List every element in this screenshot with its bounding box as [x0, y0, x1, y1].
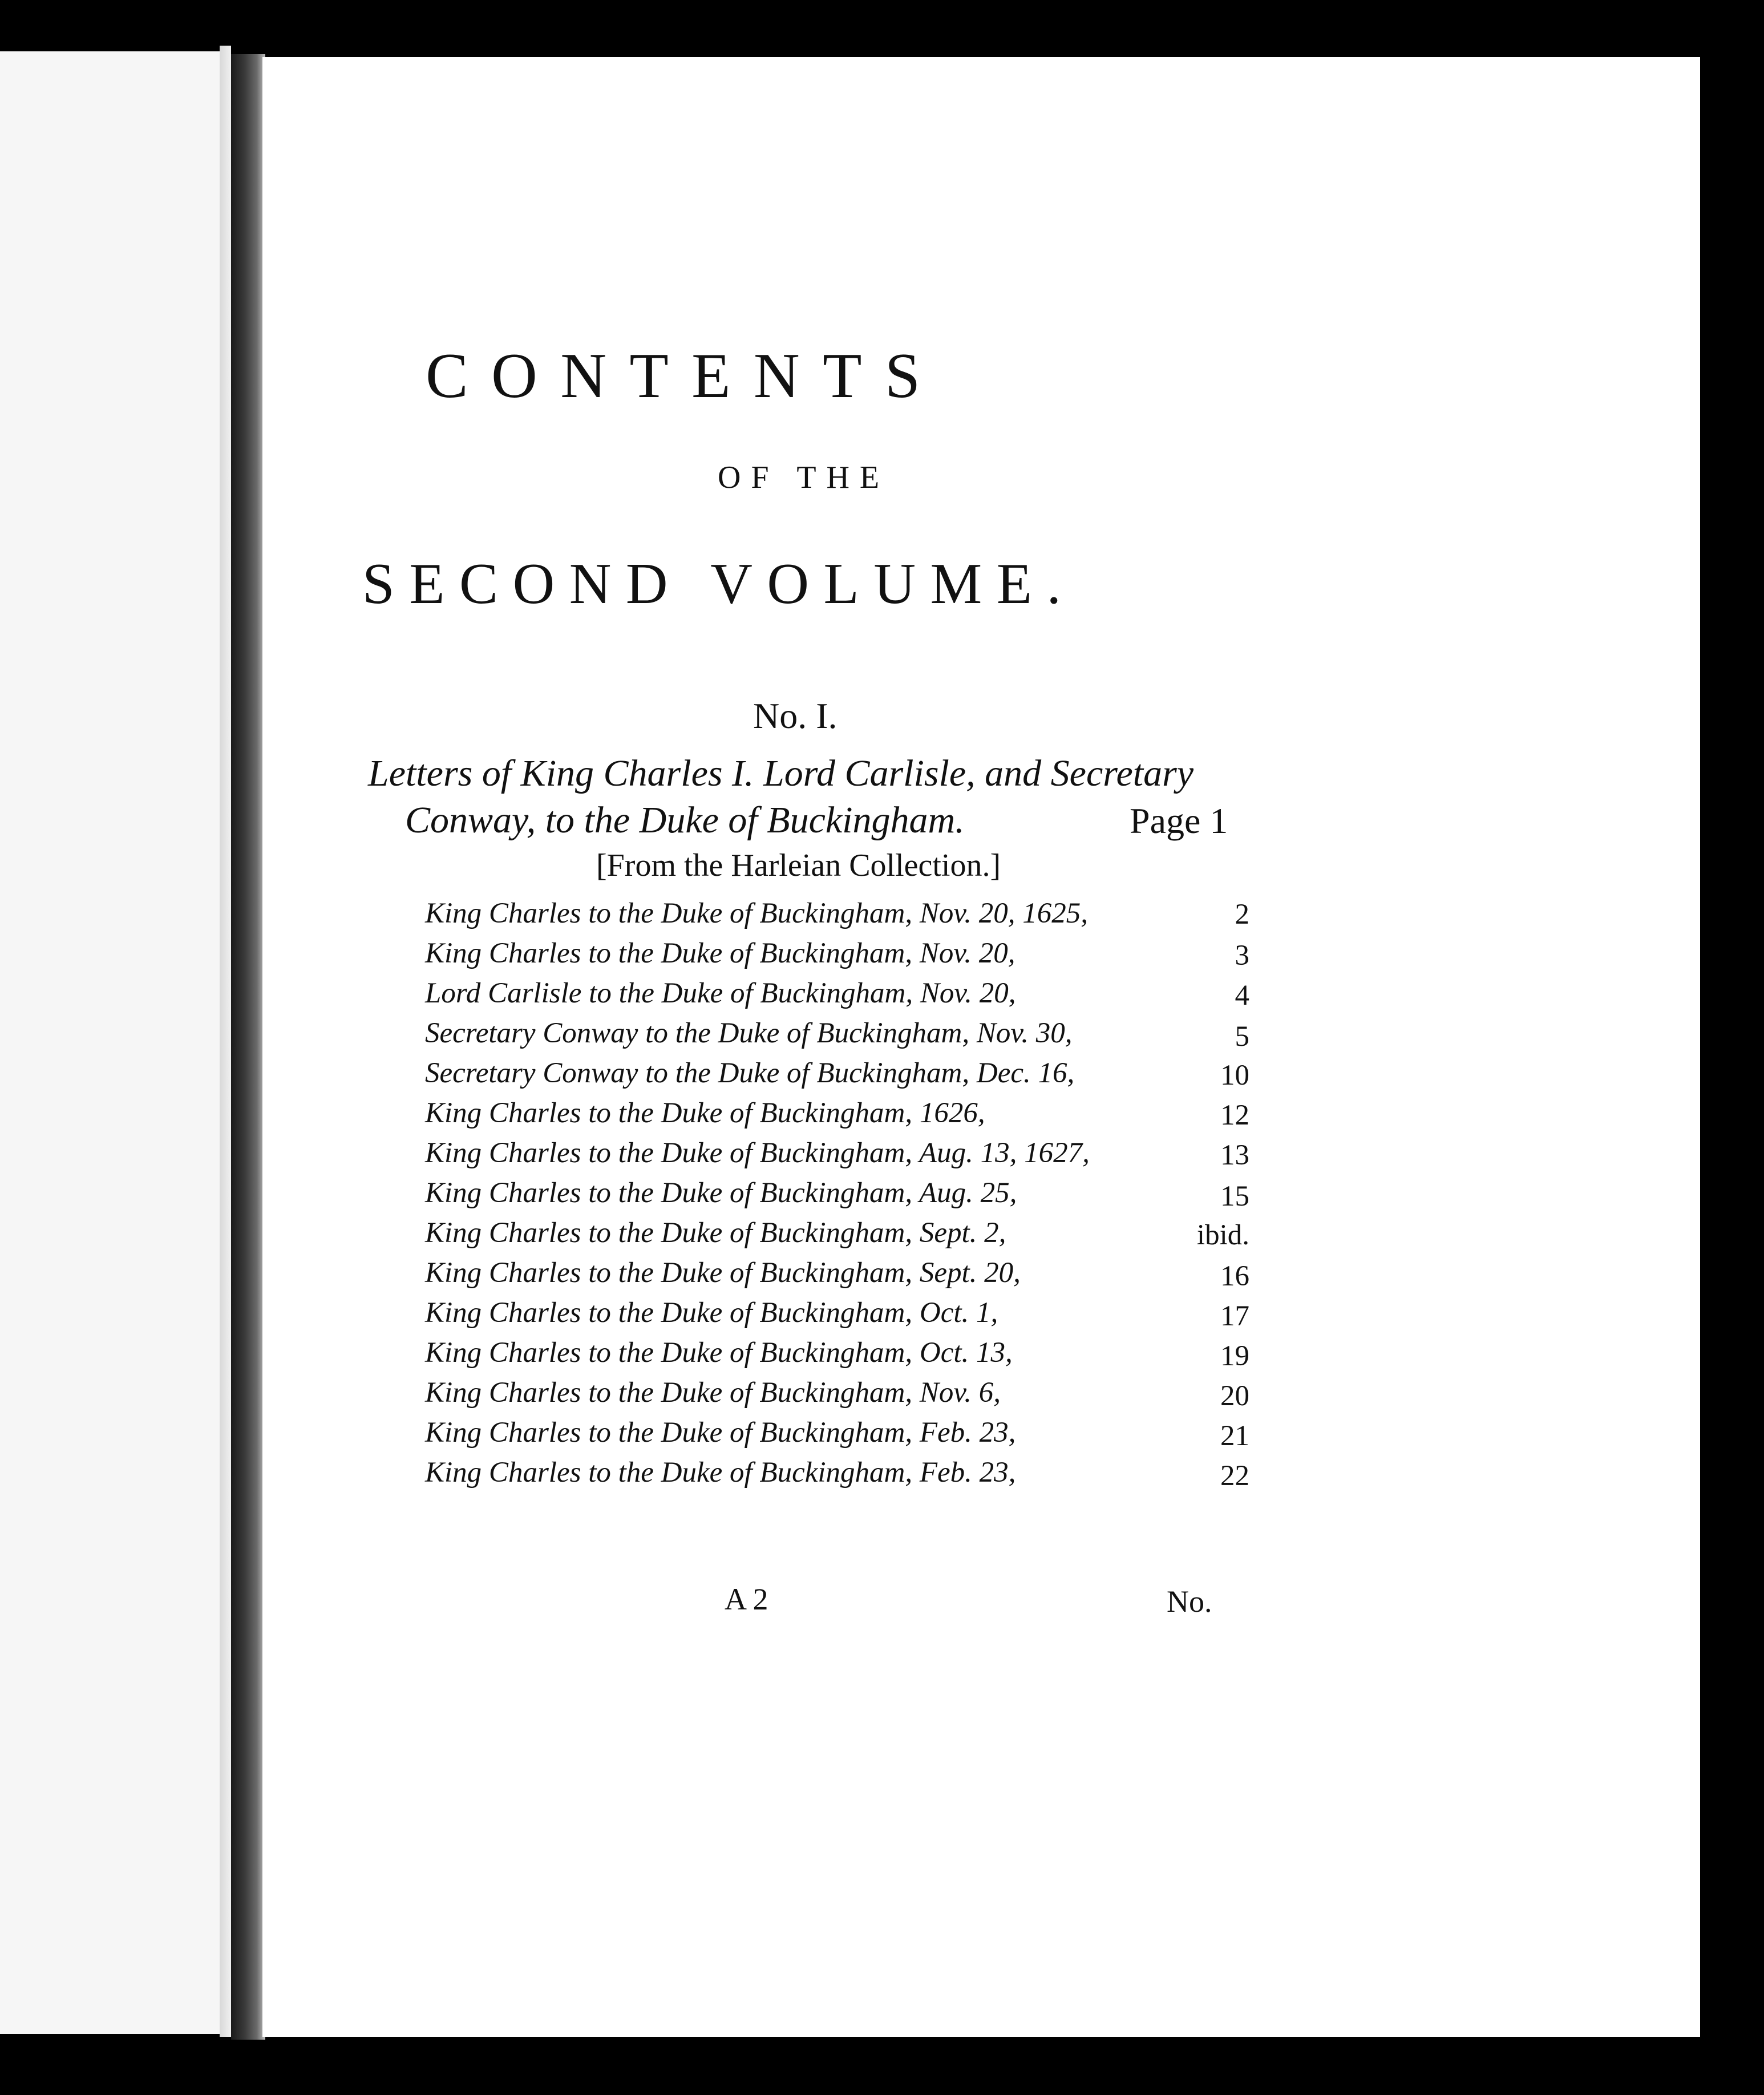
entry-page-number: 10 [1220, 1059, 1249, 1091]
entry-page-number: 13 [1220, 1139, 1249, 1171]
entry-title: King Charles to the Duke of Buckingham, Oct. 1, [425, 1297, 998, 1329]
entry-page-number: 3 [1235, 940, 1249, 972]
entry-title: King Charles to the Duke of Buckingham, Nov. 20, [425, 937, 1015, 969]
catchword: No. [1167, 1584, 1212, 1619]
entry-title: Secretary Conway to the Duke of Buckingham, Nov. 30, [425, 1017, 1073, 1049]
book-gutter-shadow [231, 54, 265, 2040]
section-number: No. I. [753, 695, 838, 736]
entry-title: King Charles to the Duke of Buckingham, 1626, [425, 1097, 985, 1129]
volume-title: SECOND VOLUME. [362, 552, 1076, 616]
entry-title: Lord Carlisle to the Duke of Buckingham, Nov. 20, [425, 977, 1016, 1009]
entry-title: King Charles to the Duke of Buckingham, Nov. 20, 1625, [425, 897, 1088, 929]
section-heading-line-2: Conway, to the Duke of Buckingham. [405, 799, 965, 841]
entry-title: King Charles to the Duke of Buckingham, Nov. 6, [425, 1377, 1001, 1409]
section-page-reference: Page 1 [1130, 800, 1228, 841]
entry-page-number: 21 [1220, 1420, 1249, 1452]
previous-page-fragment [0, 51, 220, 2034]
entry-page-number: 20 [1220, 1380, 1249, 1412]
entry-title: King Charles to the Duke of Buckingham, Feb. 23, [425, 1457, 1016, 1489]
entry-title: King Charles to the Duke of Buckingham, Oct. 13, [425, 1337, 1013, 1369]
entry-title: King Charles to the Duke of Buckingham, Feb. 23, [425, 1417, 1016, 1449]
entry-page-number: 19 [1220, 1340, 1249, 1372]
title-connector: OF THE [718, 460, 889, 495]
entry-page-number: 15 [1220, 1180, 1249, 1212]
entry-page-number: 5 [1235, 1021, 1249, 1053]
entry-title: King Charles to the Duke of Buckingham, Aug. 25, [425, 1177, 1017, 1209]
contents-page [262, 57, 1700, 2037]
entry-page-number: 4 [1235, 980, 1249, 1012]
entry-title: Secretary Conway to the Duke of Buckingham, Dec. 16, [425, 1057, 1075, 1089]
signature-mark: A 2 [725, 1582, 768, 1616]
entry-page-number: ibid. [1196, 1219, 1249, 1251]
entry-page-number: 2 [1235, 899, 1249, 931]
entry-page-number: 17 [1220, 1300, 1249, 1332]
entry-page-number: 22 [1220, 1460, 1249, 1492]
section-source-note: [From the Harleian Collection.] [596, 848, 1001, 883]
page-title: CONTENTS [426, 341, 944, 411]
previous-page-edge [220, 46, 231, 2037]
section-heading-line-1: Letters of King Charles I. Lord Carlisle, and Secretary [368, 753, 1194, 794]
entry-title: King Charles to the Duke of Buckingham, Sept. 2, [425, 1217, 1006, 1249]
entry-title: King Charles to the Duke of Buckingham, Aug. 13, 1627, [425, 1137, 1090, 1169]
entry-page-number: 12 [1220, 1099, 1249, 1131]
entry-page-number: 16 [1220, 1260, 1249, 1292]
entry-title: King Charles to the Duke of Buckingham, Sept. 20, [425, 1257, 1021, 1289]
